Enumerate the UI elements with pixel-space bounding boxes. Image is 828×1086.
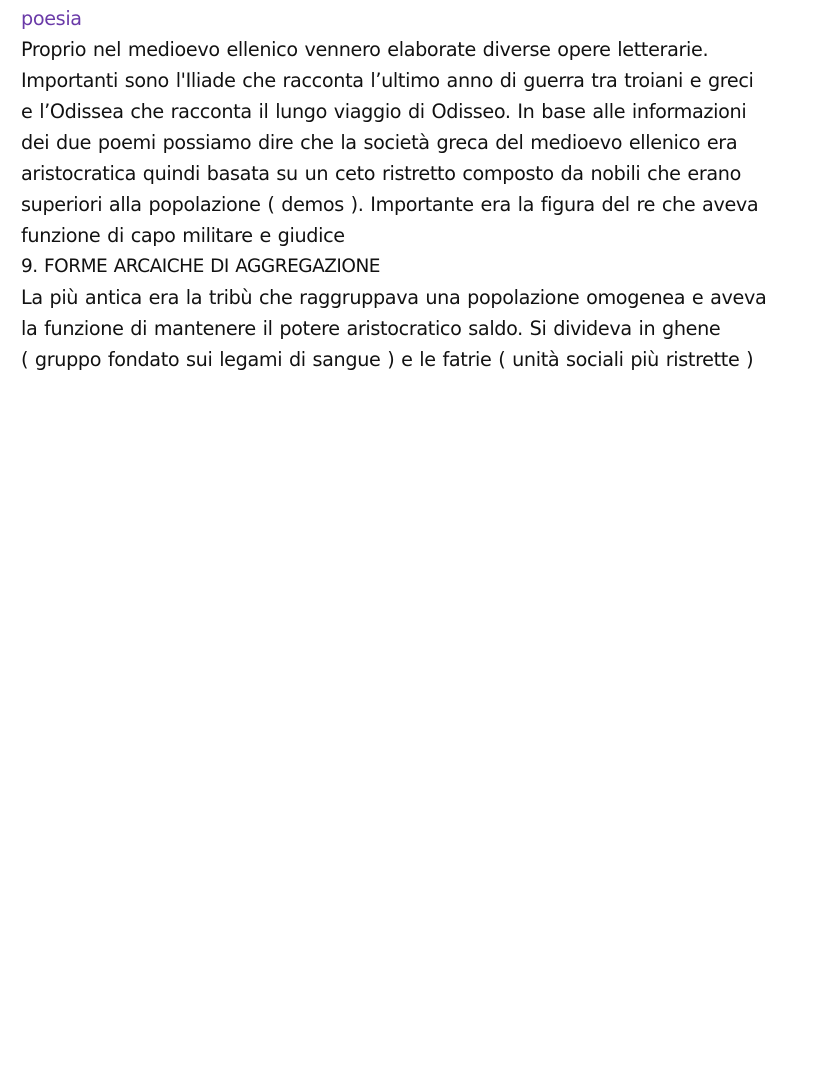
document-body — [21, 3, 821, 375]
paragraph-line: Proprio nel medioevo ellenico vennero elaborate diverse opere letterarie. — [21, 38, 709, 61]
topic-tag: poesia — [21, 7, 82, 30]
section-heading: 9. FORME ARCAICHE DI AGGREGAZIONE — [21, 256, 380, 277]
paragraph-aggregation-forms — [21, 282, 821, 375]
paragraph-line: e l’Odissea che racconta il lungo viaggio di Odisseo. In base alle informazioni — [21, 100, 747, 123]
paragraph-line: ( gruppo fondato sui legami di sangue ) e le fatrie ( unità sociali più ristrette ) — [21, 348, 754, 371]
paragraph-line: superiori alla popolazione ( demos ). Importante era la figura del re che aveva — [21, 193, 759, 216]
paragraph-line: funzione di capo militare e giudice — [21, 224, 345, 247]
paragraph-line: Importanti sono l'Iliade che racconta l’ultimo anno di guerra tra troiani e greci — [21, 69, 754, 92]
paragraph-homeric-poems — [21, 34, 821, 251]
paragraph-line: La più antica era la tribù che raggruppava una popolazione omogenea e aveva — [21, 286, 767, 309]
paragraph-line: la funzione di mantenere il potere aristocratico saldo. Si divideva in ghene — [21, 317, 721, 340]
paragraph-line: dei due poemi possiamo dire che la società greca del medioevo ellenico era — [21, 131, 738, 154]
paragraph-line: aristocratica quindi basata su un ceto ristretto composto da nobili che erano — [21, 162, 741, 185]
